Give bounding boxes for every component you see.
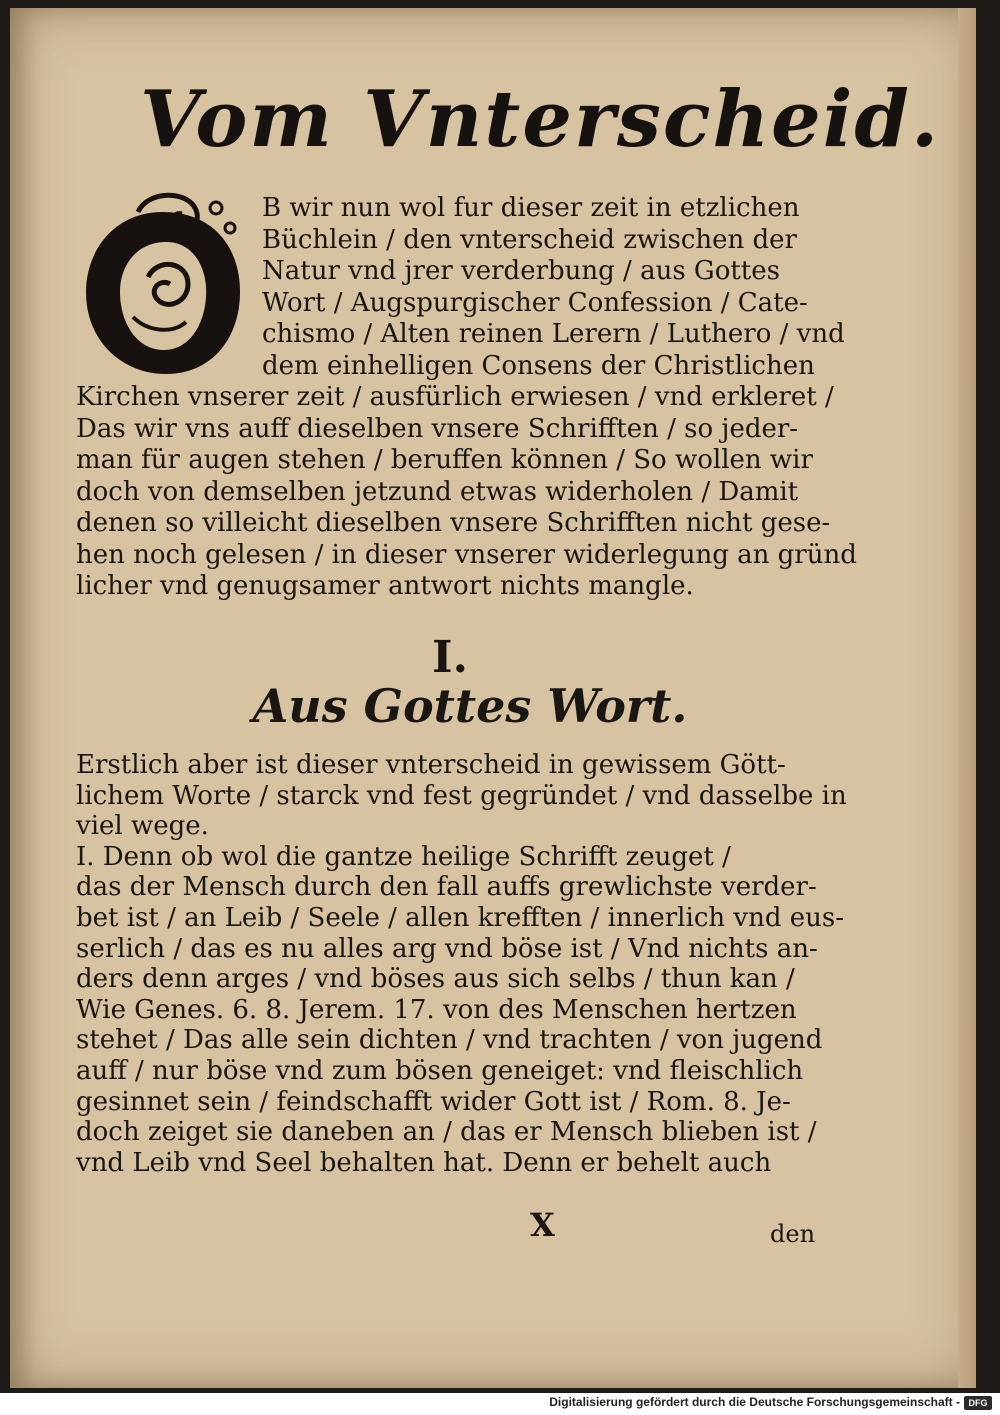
text-line: Das wir vns auff dieselben vnsere Schrifften / so jeder- [76,413,799,444]
text-line: licher vnd genugsamer antwort nichts mangle. [76,571,694,601]
text-line: chismo / Alten reinen Lerern / Luthero / vnd [262,319,845,349]
text-line: dem einhelligen Consens der Christlichen [262,350,815,381]
text-line: Natur vnd jrer verderbung / aus Gottes [262,256,780,286]
text-line: Wie Genes. 6. 8. Jerem. 17. von des Menschen hertzen [76,994,797,1025]
catchword: den [770,1220,816,1248]
page-edge [958,8,976,1388]
text-line: ders denn arges / vnd böses aus sich selbs / thun kan / [76,964,795,995]
text-line: Wort / Augspurgischer Confession / Cate- [262,287,808,318]
text-line: bet ist / an Leib / Seele / allen krefften / innerlich vnd eus- [76,902,844,933]
text-line: doch von demselben jetzund etwas widerholen / Damit [76,476,799,507]
text-line: B wir nun wol fur dieser zeit in etzlichen [262,193,800,223]
section-title: Aus Gottes Wort. [252,679,688,733]
text-line: viel wege. [76,811,209,842]
text-line: doch zeiget sie daneben an / das er Mensch blieben ist / [76,1117,817,1148]
text-line: serlich / das es nu alles arg vnd böse ist / Vnd nichts an- [76,933,818,964]
text-line: Büchlein / den vnterscheid zwischen der [262,224,797,255]
footer-bar [0,1393,1000,1415]
dfg-logo-icon: DFG [964,1396,992,1410]
decorated-initial-o-icon [78,192,248,382]
intro-indented-block [262,193,845,382]
text-line: I. Denn ob wol die gantze heilige Schrifft zeuget / [76,841,731,872]
text-line: gesinnet sein / feindschafft wider Gott ist / Rom. 8. Je- [76,1086,791,1117]
signature-mark: X [530,1206,555,1244]
funding-notice: Digitalisierung gefördert durch die Deutsche Forschungsgemeinschaft - [549,1395,960,1409]
text-line: das der Mensch durch den fall auffs grewlichste verder- [76,872,817,903]
text-line: vnd Leib vnd Seel behalten hat. Denn er behelt auch [76,1147,772,1178]
section-number: I. [432,632,468,683]
intro-full-block [76,382,857,603]
text-line: auff / nur böse vnd zum bösen geneiget: vnd fleischlich [76,1055,804,1086]
text-line: stehet / Das alle sein dichten / vnd trachten / von jugend [76,1025,823,1056]
text-line: Erstlich aber ist dieser vnterscheid in gewissem Gött- [76,750,786,780]
page-heading: Vom Vnterscheid. [140,74,941,165]
text-line: lichem Worte / starck vnd fest gegründet / vnd dasselbe in [76,780,847,811]
text-line: denen so villeicht dieselben vnsere Schrifften nicht gese- [76,508,831,538]
text-line: man für augen stehen / beruffen können / So wollen wir [76,445,813,475]
body-block [76,750,847,1178]
text-line: Kirchen vnserer zeit / ausfürlich erwiesen / vnd erkleret / [76,382,834,412]
text-line: hen noch gelesen / in dieser vnserer widerlegung an gründ [76,539,857,570]
